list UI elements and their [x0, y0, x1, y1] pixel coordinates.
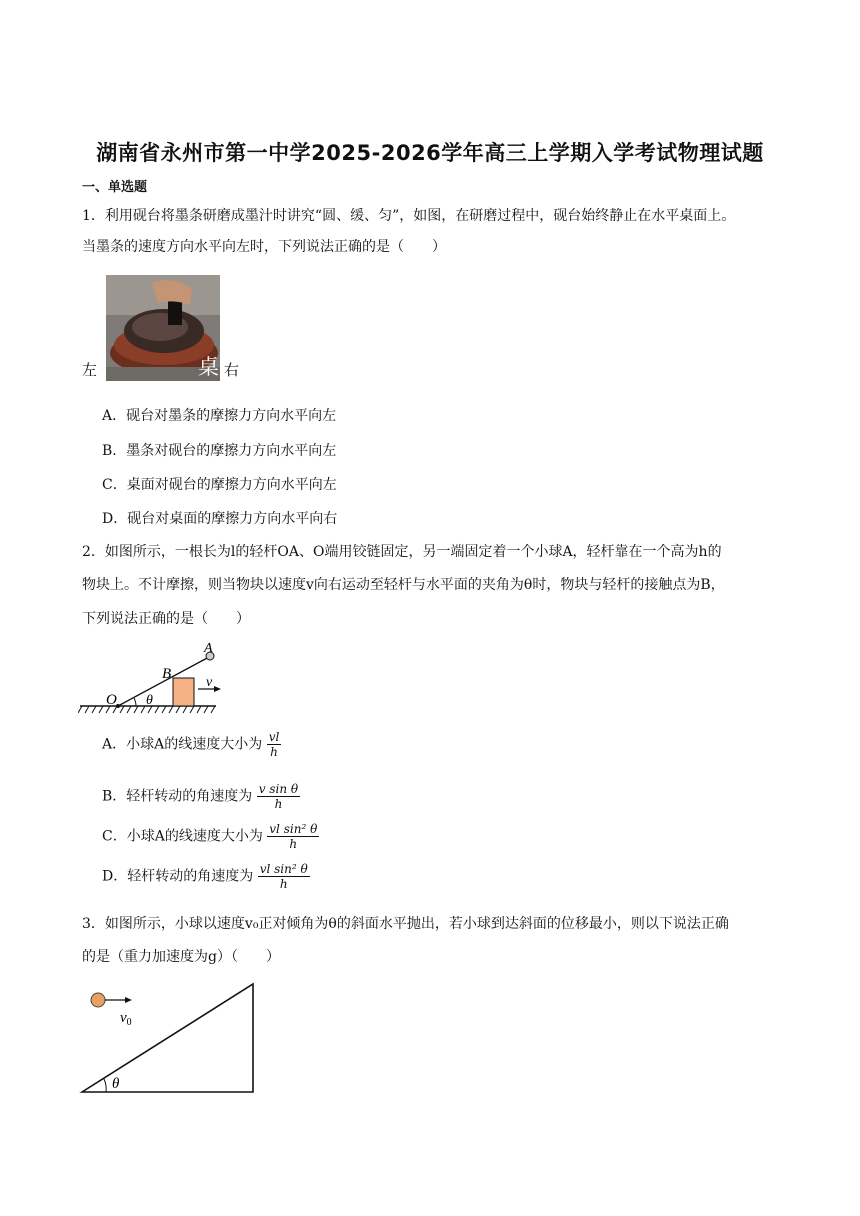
q2-line1: 2．如图所示，一根长为l的轻杆OA、O端用铰链固定，另一端固定着一个小球A，轻杆靠在一个高为h的 [82, 544, 722, 560]
q3-label-theta: θ [112, 1076, 120, 1092]
q1-figure [82, 275, 242, 383]
fraction-denominator: h [270, 745, 278, 759]
q1-line2: 当墨条的速度方向水平向左时，下列说法正确的是（ ） [82, 239, 446, 255]
fraction-denominator: h [289, 837, 298, 851]
q2-line2: 物块上。不计摩擦，则当物块以速度v向右运动至轻杆与水平面的夹角为θ时，物块与轻杆的接触点为B， [82, 577, 725, 593]
q2-figure [78, 638, 223, 718]
q2-label-a: A [204, 641, 213, 656]
q3-figure [78, 980, 263, 1098]
fraction-formula [267, 822, 319, 851]
q2-line3: 下列说法正确的是（ ） [82, 611, 250, 627]
fraction-formula [258, 862, 310, 891]
figure-label-desk: 桌 [198, 355, 219, 379]
q1-option-a[interactable]: A．砚台对墨条的摩擦力方向水平向左 [102, 408, 337, 424]
q1-option-b[interactable]: B．墨条对砚台的摩擦力方向水平向左 [102, 443, 337, 459]
q2-option-a-text: A．小球A的线速度大小为 [102, 736, 263, 753]
q2-label-b: B [162, 666, 172, 682]
q2-option-d[interactable] [102, 862, 310, 891]
q2-option-c[interactable] [102, 822, 319, 851]
fraction-numerator: v sin θ [258, 782, 299, 796]
fraction-formula [267, 730, 282, 759]
fraction-numerator: vl sin² θ [259, 862, 308, 876]
section-heading: 一、单选题 [82, 180, 148, 195]
figure-label-right: 右 [224, 361, 240, 379]
fraction-numerator: vl [268, 730, 280, 744]
q2-option-b-text: B．轻杆转动的角速度为 [102, 788, 253, 805]
fraction-numerator: vl sin² θ [269, 822, 318, 836]
q3-line1: 3．如图所示，小球以速度v₀正对倾角为θ的斜面水平抛出，若小球到达斜面的位移最小，则以下说法正确 [82, 916, 729, 932]
q1-option-d[interactable]: D．砚台对桌面的摩擦力方向水平向右 [102, 511, 338, 527]
fraction-formula [257, 782, 300, 811]
page-title: 湖南省永州市第一中学2025-2026学年高三上学期入学考试物理试题 [96, 141, 764, 165]
q2-option-d-text: D．轻杆转动的角速度为 [102, 868, 254, 885]
q2-block [173, 678, 194, 706]
q3-ball [91, 993, 105, 1007]
figure-label-left: 左 [82, 361, 98, 379]
q3-line2: 的是（重力加速度为g）（ ） [82, 949, 280, 965]
q1-option-c[interactable]: C．桌面对砚台的摩擦力方向水平向左 [102, 477, 337, 493]
q2-label-o: O [106, 692, 117, 708]
fraction-denominator: h [279, 877, 288, 891]
fraction-denominator: h [274, 797, 283, 811]
q1-line1: 1．利用砚台将墨条研磨成墨汁时讲究“圆、缓、匀”，如图，在研磨过程中，砚台始终静止在水平桌面上。 [82, 208, 736, 224]
q2-option-b[interactable] [102, 782, 300, 811]
q2-option-c-text: C．小球A的线速度大小为 [102, 828, 263, 845]
q2-label-theta: θ [146, 693, 153, 708]
q3-label-v0: $v_0$ [120, 1010, 132, 1028]
q2-label-v: v [206, 675, 213, 690]
q2-option-a[interactable] [102, 730, 281, 759]
